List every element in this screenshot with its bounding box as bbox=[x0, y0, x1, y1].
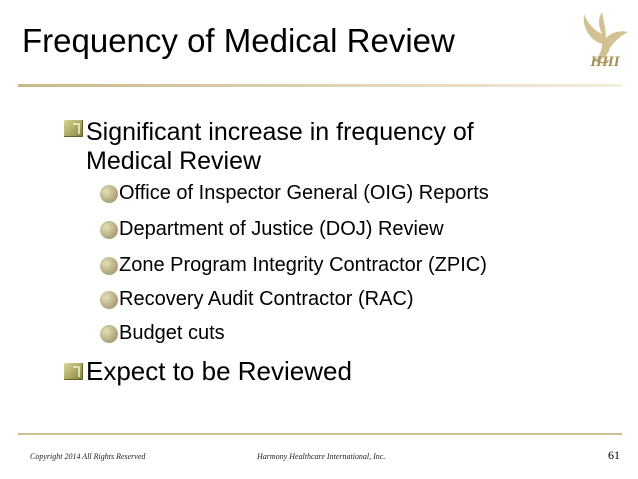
bullet-text: Significant increase in frequency of Medical Review bbox=[86, 118, 474, 175]
round-bullet-icon bbox=[100, 221, 118, 239]
round-bullet-icon bbox=[100, 291, 118, 309]
sub-bullet-text: Budget cuts bbox=[119, 322, 225, 344]
slide-title: Frequency of Medical Review bbox=[22, 22, 455, 59]
square-bullet-icon bbox=[64, 363, 83, 380]
square-bullet-icon bbox=[64, 120, 83, 137]
footer-copyright: Copyright 2014 All Rights Reserved bbox=[30, 452, 146, 461]
hhi-dove-logo bbox=[572, 10, 630, 78]
footer-divider bbox=[18, 433, 622, 435]
round-bullet-icon bbox=[100, 185, 118, 203]
sub-bullet-text: Recovery Audit Contractor (RAC) bbox=[119, 288, 414, 310]
page-number: 61 bbox=[608, 448, 620, 462]
round-bullet-icon bbox=[100, 325, 118, 343]
sub-bullet-text: Office of Inspector General (OIG) Reports bbox=[119, 182, 489, 204]
logo-text: HHI bbox=[590, 54, 620, 70]
footer-company: Harmony Healthcare International, Inc. bbox=[257, 452, 386, 461]
sub-bullet-text: Zone Program Integrity Contractor (ZPIC) bbox=[119, 254, 487, 276]
sub-bullet-text: Department of Justice (DOJ) Review bbox=[119, 218, 444, 240]
title-divider bbox=[18, 84, 622, 87]
bullet-text: Expect to be Reviewed bbox=[86, 356, 352, 386]
round-bullet-icon bbox=[100, 257, 118, 275]
